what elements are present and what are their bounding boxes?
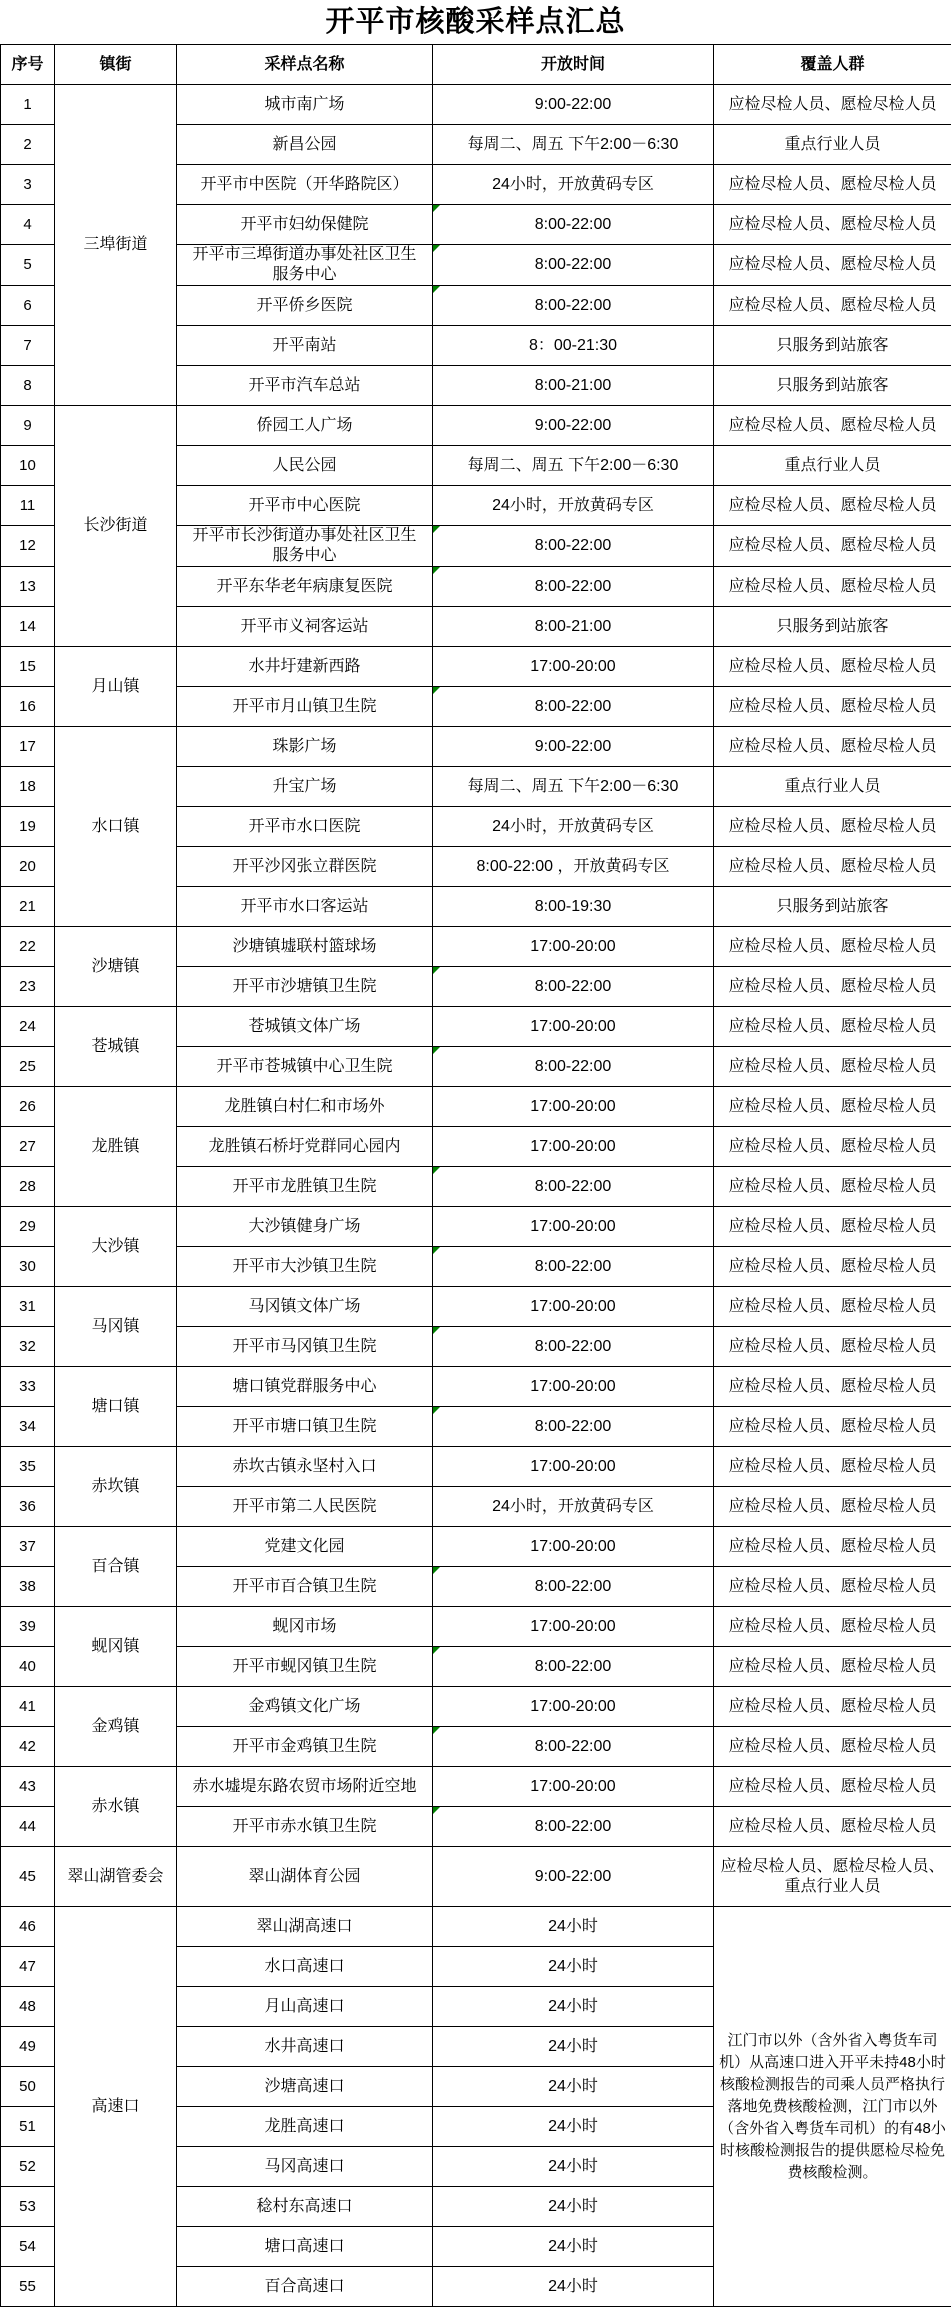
row-number-cell: 35 <box>1 1447 55 1487</box>
coverage-cell: 应检尽检人员、愿检尽检人员 <box>714 847 951 887</box>
table-row <box>1 1767 951 1807</box>
row-number-cell: 20 <box>1 847 55 887</box>
open-time-cell: 8:00-22:00 <box>433 245 714 286</box>
coverage-cell: 应检尽检人员、愿检尽检人员 <box>714 807 951 847</box>
table-row <box>1 85 951 125</box>
page-title: 开平市核酸采样点汇总 <box>0 0 951 44</box>
row-number-cell: 42 <box>1 1727 55 1767</box>
open-time-cell: 24小时 <box>433 1987 714 2027</box>
row-number-cell: 25 <box>1 1047 55 1087</box>
open-time-cell: 8:00-22:00 <box>433 1567 714 1607</box>
error-indicator-icon <box>433 245 440 252</box>
row-number-cell: 30 <box>1 1247 55 1287</box>
open-time-cell: 每周二、周五 下午2:00－6:30 <box>433 446 714 486</box>
town-cell: 赤坎镇 <box>55 1447 177 1527</box>
site-name-cell: 开平沙冈张立群医院 <box>177 847 433 887</box>
site-name-cell: 开平市百合镇卫生院 <box>177 1567 433 1607</box>
open-time-cell: 17:00-20:00 <box>433 1207 714 1247</box>
site-name-cell: 蚬冈市场 <box>177 1607 433 1647</box>
row-number-cell: 2 <box>1 125 55 165</box>
column-header: 镇街 <box>55 45 177 85</box>
row-number-cell: 29 <box>1 1207 55 1247</box>
error-indicator-icon <box>433 1247 440 1254</box>
open-time-cell: 24小时，开放黄码专区 <box>433 807 714 847</box>
site-name-cell: 月山高速口 <box>177 1987 433 2027</box>
table-row <box>1 406 951 446</box>
site-name-cell: 开平市马冈镇卫生院 <box>177 1327 433 1367</box>
coverage-cell: 应检尽检人员、愿检尽检人员 <box>714 567 951 607</box>
table-row <box>1 1367 951 1407</box>
site-name-cell: 开平市蚬冈镇卫生院 <box>177 1647 433 1687</box>
open-time-cell: 每周二、周五 下午2:00－6:30 <box>433 125 714 165</box>
site-name-cell: 开平市第二人民医院 <box>177 1487 433 1527</box>
site-name-cell: 侨园工人广场 <box>177 406 433 446</box>
row-number-cell: 11 <box>1 486 55 526</box>
coverage-cell: 应检尽检人员、愿检尽检人员 <box>714 1607 951 1647</box>
row-number-cell: 12 <box>1 526 55 567</box>
site-name-cell: 升宝广场 <box>177 767 433 807</box>
row-number-cell: 40 <box>1 1647 55 1687</box>
coverage-cell: 应检尽检人员、愿检尽检人员 <box>714 1807 951 1847</box>
table-row <box>1 1447 951 1487</box>
row-number-cell: 3 <box>1 165 55 205</box>
site-name-cell: 沙塘高速口 <box>177 2067 433 2107</box>
row-number-cell: 23 <box>1 967 55 1007</box>
open-time-cell: 8:00-22:00 <box>433 1247 714 1287</box>
error-indicator-icon <box>433 967 440 974</box>
row-number-cell: 7 <box>1 326 55 366</box>
error-indicator-icon <box>433 1727 440 1734</box>
site-name-cell: 开平市金鸡镇卫生院 <box>177 1727 433 1767</box>
row-number-cell: 8 <box>1 366 55 406</box>
site-name-cell: 开平市苍城镇中心卫生院 <box>177 1047 433 1087</box>
open-time-cell: 8:00-22:00 <box>433 1807 714 1847</box>
coverage-cell: 应检尽检人员、愿检尽检人员 <box>714 85 951 125</box>
site-name-cell: 开平市中心医院 <box>177 486 433 526</box>
error-indicator-icon <box>433 567 440 574</box>
town-cell: 沙塘镇 <box>55 927 177 1007</box>
site-name-cell: 塘口高速口 <box>177 2227 433 2267</box>
error-indicator-icon <box>433 1047 440 1054</box>
site-name-cell: 珠影广场 <box>177 727 433 767</box>
open-time-cell: 17:00-20:00 <box>433 1127 714 1167</box>
coverage-cell: 应检尽检人员、愿检尽检人员 <box>714 1247 951 1287</box>
site-name-cell: 新昌公园 <box>177 125 433 165</box>
site-name-cell: 开平市龙胜镇卫生院 <box>177 1167 433 1207</box>
error-indicator-icon <box>433 526 440 533</box>
coverage-cell: 应检尽检人员、愿检尽检人员 <box>714 1327 951 1367</box>
table-row <box>1 1687 951 1727</box>
row-number-cell: 38 <box>1 1567 55 1607</box>
coverage-cell: 应检尽检人员、愿检尽检人员 <box>714 1047 951 1087</box>
row-number-cell: 44 <box>1 1807 55 1847</box>
row-number-cell: 50 <box>1 2067 55 2107</box>
open-time-cell: 8：00-21:30 <box>433 326 714 366</box>
town-cell: 大沙镇 <box>55 1207 177 1287</box>
open-time-cell: 8:00-22:00 <box>433 1167 714 1207</box>
row-number-cell: 5 <box>1 245 55 286</box>
row-number-cell: 47 <box>1 1947 55 1987</box>
site-name-cell: 开平侨乡医院 <box>177 286 433 326</box>
open-time-cell: 8:00-22:00 <box>433 1647 714 1687</box>
open-time-cell: 17:00-20:00 <box>433 1607 714 1647</box>
row-number-cell: 18 <box>1 767 55 807</box>
open-time-cell: 24小时 <box>433 2067 714 2107</box>
coverage-cell: 应检尽检人员、愿检尽检人员 <box>714 1447 951 1487</box>
open-time-cell: 24小时 <box>433 2227 714 2267</box>
row-number-cell: 22 <box>1 927 55 967</box>
site-name-cell: 城市南广场 <box>177 85 433 125</box>
site-name-cell: 开平市汽车总站 <box>177 366 433 406</box>
row-number-cell: 28 <box>1 1167 55 1207</box>
open-time-cell: 24小时 <box>433 1907 714 1947</box>
table-row <box>1 727 951 767</box>
coverage-cell: 应检尽检人员、愿检尽检人员 <box>714 727 951 767</box>
open-time-cell: 24小时，开放黄码专区 <box>433 1487 714 1527</box>
coverage-cell: 应检尽检人员、愿检尽检人员 <box>714 1407 951 1447</box>
site-name-cell: 水井高速口 <box>177 2027 433 2067</box>
site-name-cell: 开平市水口客运站 <box>177 887 433 927</box>
open-time-cell: 8:00-22:00 <box>433 1727 714 1767</box>
town-cell: 苍城镇 <box>55 1007 177 1087</box>
town-cell: 百合镇 <box>55 1527 177 1607</box>
row-number-cell: 33 <box>1 1367 55 1407</box>
open-time-cell: 8:00-22:00 <box>433 567 714 607</box>
row-number-cell: 43 <box>1 1767 55 1807</box>
open-time-cell: 17:00-20:00 <box>433 1007 714 1047</box>
open-time-cell: 8:00-21:00 <box>433 366 714 406</box>
row-number-cell: 36 <box>1 1487 55 1527</box>
coverage-cell: 重点行业人员 <box>714 125 951 165</box>
coverage-cell: 应检尽检人员、愿检尽检人员 <box>714 1647 951 1687</box>
open-time-cell: 17:00-20:00 <box>433 647 714 687</box>
table-row <box>1 1007 951 1047</box>
row-number-cell: 53 <box>1 2187 55 2227</box>
row-number-cell: 10 <box>1 446 55 486</box>
error-indicator-icon <box>433 1167 440 1174</box>
row-number-cell: 55 <box>1 2267 55 2307</box>
table-row <box>1 1847 951 1907</box>
coverage-cell: 应检尽检人员、愿检尽检人员 <box>714 526 951 567</box>
sampling-table <box>0 44 951 2307</box>
town-cell: 龙胜镇 <box>55 1087 177 1207</box>
open-time-cell: 每周二、周五 下午2:00－6:30 <box>433 767 714 807</box>
open-time-cell: 9:00-22:00 <box>433 85 714 125</box>
site-name-cell: 赤水墟堤东路农贸市场附近空地 <box>177 1767 433 1807</box>
open-time-cell: 8:00-22:00 <box>433 1327 714 1367</box>
column-header: 覆盖人群 <box>714 45 951 85</box>
coverage-cell: 重点行业人员 <box>714 446 951 486</box>
open-time-cell: 17:00-20:00 <box>433 1687 714 1727</box>
site-name-cell: 开平市义祠客运站 <box>177 607 433 647</box>
table-row <box>1 1087 951 1127</box>
row-number-cell: 45 <box>1 1847 55 1907</box>
site-name-cell: 马冈镇文体广场 <box>177 1287 433 1327</box>
open-time-cell: 24小时 <box>433 2267 714 2307</box>
row-number-cell: 13 <box>1 567 55 607</box>
open-time-cell: 8:00-22:00 <box>433 687 714 727</box>
row-number-cell: 41 <box>1 1687 55 1727</box>
coverage-cell: 应检尽检人员、愿检尽检人员 <box>714 1487 951 1527</box>
site-name-cell: 党建文化园 <box>177 1527 433 1567</box>
row-number-cell: 31 <box>1 1287 55 1327</box>
open-time-cell: 17:00-20:00 <box>433 1367 714 1407</box>
error-indicator-icon <box>433 1647 440 1654</box>
row-number-cell: 1 <box>1 85 55 125</box>
site-name-cell: 水口高速口 <box>177 1947 433 1987</box>
table-row <box>1 647 951 687</box>
coverage-cell: 应检尽检人员、愿检尽检人员 <box>714 1727 951 1767</box>
open-time-cell: 24小时 <box>433 1947 714 1987</box>
column-header: 采样点名称 <box>177 45 433 85</box>
town-cell: 赤水镇 <box>55 1767 177 1847</box>
error-indicator-icon <box>433 205 440 212</box>
row-number-cell: 49 <box>1 2027 55 2067</box>
site-name-cell: 开平市中医院（开华路院区） <box>177 165 433 205</box>
open-time-cell: 17:00-20:00 <box>433 1527 714 1567</box>
row-number-cell: 14 <box>1 607 55 647</box>
site-name-cell: 赤坎古镇永坚村入口 <box>177 1447 433 1487</box>
coverage-cell: 只服务到站旅客 <box>714 326 951 366</box>
site-name-cell: 沙塘镇墟联村篮球场 <box>177 927 433 967</box>
site-name-cell: 开平东华老年病康复医院 <box>177 567 433 607</box>
open-time-cell: 17:00-20:00 <box>433 1087 714 1127</box>
town-cell: 三埠街道 <box>55 85 177 406</box>
table-row <box>1 1207 951 1247</box>
column-header: 序号 <box>1 45 55 85</box>
error-indicator-icon <box>433 286 440 293</box>
site-name-cell: 金鸡镇文化广场 <box>177 1687 433 1727</box>
site-name-cell: 百合高速口 <box>177 2267 433 2307</box>
row-number-cell: 6 <box>1 286 55 326</box>
coverage-cell: 应检尽检人员、愿检尽检人员 <box>714 205 951 245</box>
coverage-cell: 应检尽检人员、愿检尽检人员 <box>714 687 951 727</box>
site-name-cell: 大沙镇健身广场 <box>177 1207 433 1247</box>
open-time-cell: 8:00-19:30 <box>433 887 714 927</box>
town-cell: 蚬冈镇 <box>55 1607 177 1687</box>
coverage-cell: 应检尽检人员、愿检尽检人员、重点行业人员 <box>714 1847 951 1907</box>
site-name-cell: 龙胜镇白村仁和市场外 <box>177 1087 433 1127</box>
coverage-cell: 应检尽检人员、愿检尽检人员 <box>714 967 951 1007</box>
coverage-cell: 应检尽检人员、愿检尽检人员 <box>714 1127 951 1167</box>
row-number-cell: 32 <box>1 1327 55 1367</box>
table-row <box>1 1607 951 1647</box>
open-time-cell: 17:00-20:00 <box>433 1447 714 1487</box>
error-indicator-icon <box>433 1327 440 1334</box>
coverage-cell: 只服务到站旅客 <box>714 366 951 406</box>
open-time-cell: 17:00-20:00 <box>433 927 714 967</box>
row-number-cell: 15 <box>1 647 55 687</box>
coverage-cell: 应检尽检人员、愿检尽检人员 <box>714 1367 951 1407</box>
town-cell: 长沙街道 <box>55 406 177 647</box>
open-time-cell: 9:00-22:00 <box>433 406 714 446</box>
row-number-cell: 48 <box>1 1987 55 2027</box>
coverage-cell: 应检尽检人员、愿检尽检人员 <box>714 1087 951 1127</box>
row-number-cell: 52 <box>1 2147 55 2187</box>
error-indicator-icon <box>433 1567 440 1574</box>
site-name-cell: 水井圩建新西路 <box>177 647 433 687</box>
site-name-cell: 马冈高速口 <box>177 2147 433 2187</box>
row-number-cell: 19 <box>1 807 55 847</box>
open-time-cell: 17:00-20:00 <box>433 1767 714 1807</box>
site-name-cell: 龙胜高速口 <box>177 2107 433 2147</box>
site-name-cell: 开平市大沙镇卫生院 <box>177 1247 433 1287</box>
row-number-cell: 37 <box>1 1527 55 1567</box>
town-cell: 月山镇 <box>55 647 177 727</box>
coverage-cell: 应检尽检人员、愿检尽检人员 <box>714 245 951 286</box>
row-number-cell: 26 <box>1 1087 55 1127</box>
open-time-cell: 8:00-22:00 ，开放黄码专区 <box>433 847 714 887</box>
open-time-cell: 24小时 <box>433 2187 714 2227</box>
town-cell: 塘口镇 <box>55 1367 177 1447</box>
coverage-cell: 应检尽检人员、愿检尽检人员 <box>714 1287 951 1327</box>
coverage-cell: 应检尽检人员、愿检尽检人员 <box>714 286 951 326</box>
error-indicator-icon <box>433 1407 440 1414</box>
site-name-cell: 翠山湖体育公园 <box>177 1847 433 1907</box>
row-number-cell: 9 <box>1 406 55 446</box>
coverage-cell: 应检尽检人员、愿检尽检人员 <box>714 1527 951 1567</box>
open-time-cell: 8:00-22:00 <box>433 1047 714 1087</box>
open-time-cell: 17:00-20:00 <box>433 1287 714 1327</box>
open-time-cell: 9:00-22:00 <box>433 1847 714 1907</box>
row-number-cell: 27 <box>1 1127 55 1167</box>
site-name-cell: 塘口镇党群服务中心 <box>177 1367 433 1407</box>
open-time-cell: 9:00-22:00 <box>433 727 714 767</box>
coverage-cell: 应检尽检人员、愿检尽检人员 <box>714 1207 951 1247</box>
coverage-cell: 只服务到站旅客 <box>714 887 951 927</box>
coverage-cell: 应检尽检人员、愿检尽检人员 <box>714 486 951 526</box>
coverage-cell: 应检尽检人员、愿检尽检人员 <box>714 1567 951 1607</box>
site-name-cell: 苍城镇文体广场 <box>177 1007 433 1047</box>
open-time-cell: 24小时 <box>433 2147 714 2187</box>
table-row <box>1 1287 951 1327</box>
header-row <box>1 45 951 85</box>
row-number-cell: 54 <box>1 2227 55 2267</box>
town-cell: 高速口 <box>55 1907 177 2307</box>
row-number-cell: 24 <box>1 1007 55 1047</box>
coverage-cell: 应检尽检人员、愿检尽检人员 <box>714 1767 951 1807</box>
coverage-cell: 应检尽检人员、愿检尽检人员 <box>714 1687 951 1727</box>
table-row <box>1 927 951 967</box>
coverage-cell: 重点行业人员 <box>714 767 951 807</box>
row-number-cell: 17 <box>1 727 55 767</box>
row-number-cell: 21 <box>1 887 55 927</box>
town-cell: 翠山湖管委会 <box>55 1847 177 1907</box>
highway-note-cell: 江门市以外（含外省入粤货车司机）从高速口进入开平未持48小时核酸检测报告的司乘人员严格执行落地免费核酸检测，江门市以外（含外省入粤货车司机）的有48小时核酸检测报告的提供愿检尽检免费核酸检测。 <box>714 1907 951 2307</box>
town-cell: 金鸡镇 <box>55 1687 177 1767</box>
open-time-cell: 8:00-22:00 <box>433 526 714 567</box>
site-name-cell: 稔村东高速口 <box>177 2187 433 2227</box>
open-time-cell: 24小时 <box>433 2107 714 2147</box>
site-name-cell: 开平市妇幼保健院 <box>177 205 433 245</box>
row-number-cell: 16 <box>1 687 55 727</box>
open-time-cell: 24小时，开放黄码专区 <box>433 486 714 526</box>
row-number-cell: 39 <box>1 1607 55 1647</box>
column-header: 开放时间 <box>433 45 714 85</box>
open-time-cell: 8:00-22:00 <box>433 967 714 1007</box>
site-name-cell: 开平市长沙街道办事处社区卫生服务中心 <box>177 526 433 567</box>
open-time-cell: 8:00-22:00 <box>433 205 714 245</box>
coverage-cell: 应检尽检人员、愿检尽检人员 <box>714 1007 951 1047</box>
coverage-cell: 应检尽检人员、愿检尽检人员 <box>714 647 951 687</box>
site-name-cell: 开平市月山镇卫生院 <box>177 687 433 727</box>
coverage-cell: 应检尽检人员、愿检尽检人员 <box>714 927 951 967</box>
open-time-cell: 8:00-22:00 <box>433 1407 714 1447</box>
site-name-cell: 龙胜镇石桥圩党群同心园内 <box>177 1127 433 1167</box>
site-name-cell: 开平市水口医院 <box>177 807 433 847</box>
row-number-cell: 51 <box>1 2107 55 2147</box>
site-name-cell: 开平市赤水镇卫生院 <box>177 1807 433 1847</box>
coverage-cell: 只服务到站旅客 <box>714 607 951 647</box>
row-number-cell: 34 <box>1 1407 55 1447</box>
site-name-cell: 开平南站 <box>177 326 433 366</box>
open-time-cell: 8:00-21:00 <box>433 607 714 647</box>
site-name-cell: 开平市塘口镇卫生院 <box>177 1407 433 1447</box>
town-cell: 马冈镇 <box>55 1287 177 1367</box>
error-indicator-icon <box>433 687 440 694</box>
row-number-cell: 4 <box>1 205 55 245</box>
table-row <box>1 1527 951 1567</box>
table-row <box>1 1907 951 1947</box>
coverage-cell: 应检尽检人员、愿检尽检人员 <box>714 1167 951 1207</box>
table-body <box>1 85 951 2307</box>
open-time-cell: 24小时，开放黄码专区 <box>433 165 714 205</box>
site-name-cell: 开平市三埠街道办事处社区卫生服务中心 <box>177 245 433 286</box>
site-name-cell: 开平市沙塘镇卫生院 <box>177 967 433 1007</box>
open-time-cell: 8:00-22:00 <box>433 286 714 326</box>
error-indicator-icon <box>433 1807 440 1814</box>
site-name-cell: 翠山湖高速口 <box>177 1907 433 1947</box>
town-cell: 水口镇 <box>55 727 177 927</box>
site-name-cell: 人民公园 <box>177 446 433 486</box>
coverage-cell: 应检尽检人员、愿检尽检人员 <box>714 406 951 446</box>
open-time-cell: 24小时 <box>433 2027 714 2067</box>
coverage-cell: 应检尽检人员、愿检尽检人员 <box>714 165 951 205</box>
row-number-cell: 46 <box>1 1907 55 1947</box>
